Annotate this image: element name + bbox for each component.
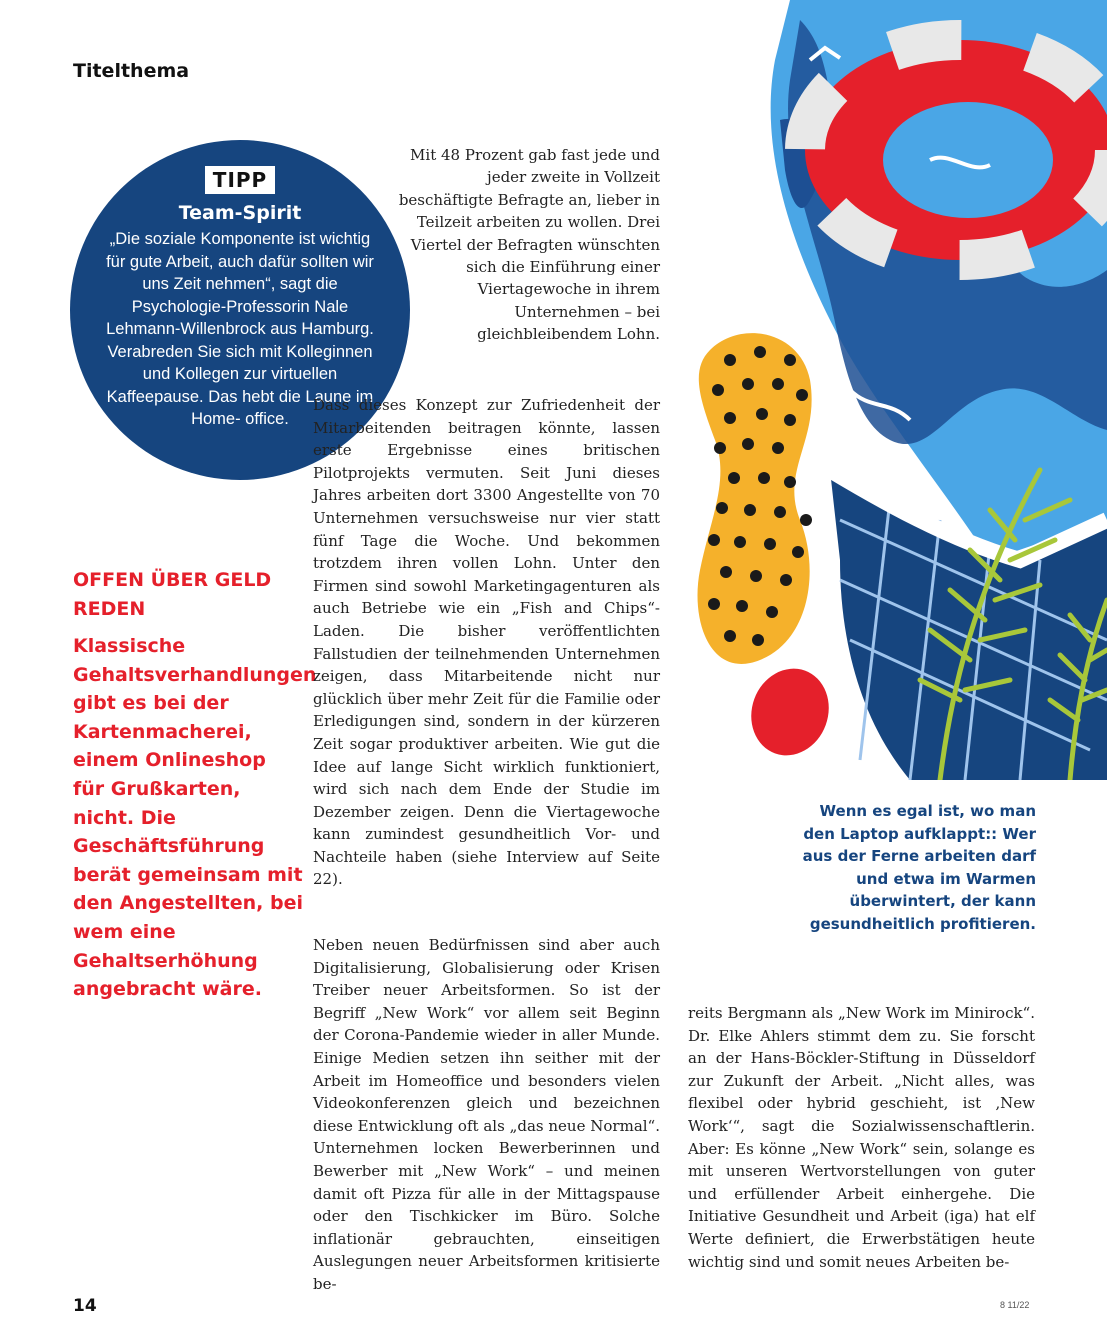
article-paragraph-2: Dass dieses Konzept zur Zufriedenheit der Mitarbeitenden beitragen könnte, lassen erste Ergebnisse eines britischen Pilotprojekts vermuten. Seit Juni dieses Jahres arbeiten dort 3300 Angestellte von 70 Unternehmen versuchsweise nur vier statt fünf Tage die Woche. Und bekommen trotzdem ihren vollen Lohn. Unter den Firmen sind sowohl Marketingagenturen als auch Betriebe wie ein „Fish and Chips“-Laden. Die bisher veröffentlichten Fallstudien der teilnehmenden Unternehmen zeigen, dass Mitarbeitende nicht nur glücklich über mehr Zeit für die Familie oder Erledigungen sind, sondern in der kürzeren Zeit sogar produktiver arbeiten. Wie gut die Idee auf lange Sicht wirklich funktioniert, wird sich nach dem Ende der Studie im Dezember zeigen. Denn die Viertagewoche kann zumindest gesundheitlich Vor- und Nachteile haben (siehe Interview auf Seite 22). (313, 396, 660, 889)
article-paragraph-4: reits Bergmann als „New Work im Minirock“. Dr. Elke Ahlers stimmt dem zu. Sie forscht an der Hans-Böckler-Stiftung in Düsseldorf zur Zukunft der Arbeit. „Nicht alles, was flexibel oder hybrid geschieht, ist ‚New Work‘“, sagt die Sozialwissenschaftlerin. Aber: Es könne „New Work“ sein, solange es mit unseren Wertvorstellungen von guter und erfüllender Arbeit einhergehe. Die Initiative Gesundheit und Arbeit (iga) hat elf Werte definiert, die Erwerbstätigen heute wichtig sind und somit neues Arbeiten be- (688, 1004, 1035, 1271)
sidebar-heading: OFFEN ÜBER GELD REDEN (73, 569, 272, 620)
page-number: 14 (73, 1296, 97, 1316)
tipp-badge: TIPP (205, 166, 275, 194)
tipp-title: Team-Spirit (178, 202, 302, 224)
image-caption: Wenn es egal ist, wo man den Laptop aufklappt:: Wer aus der Ferne arbeiten darf und etwa im Warmen überwintert, der kann gesundheitlich profitieren. (802, 802, 1036, 933)
tipp-text: „Die soziale Komponente ist wichtig für gute Arbeit, auch dafür sollten wir uns Zeit nehmen“, sagt die Psychologie-Professorin Nale Lehmann-Willenbrock aus Hamburg. Verabreden Sie sich mit Kolleginnen und Kollegen zur virtuellen Kaffeepause. Das hebt die Laune im Home- office. (106, 230, 374, 428)
article-paragraph-1: Mit 48 Prozent gab fast jede und jeder zweite in Vollzeit beschäftigte Befragte an, lieber in Teilzeit arbeiten zu wollen. Drei Viertel der Befragten wünschten sich die Einführung einer Viertagewoche in ihrem Unternehmen – bei gleichbleibendem Lohn. (398, 146, 660, 344)
issue-label: 8 11/22 (1000, 1300, 1030, 1310)
pool-illustration (690, 0, 1107, 780)
section-label: Titelthema (73, 60, 190, 82)
article-paragraph-3: Neben neuen Bedürfnissen sind aber auch Digitalisierung, Globalisierung oder Krisen Treiber neuer Arbeitsformen. So ist der Begriff „New Work“ vor allem seit Beginn der Corona-Pandemie wieder in aller Munde. Einige Medien setzen ihn seither mit der Arbeit im Homeoffice und besonders vielen Videokonferenzen gleich und bezeichnen diese Entwicklung oft als „das neue Normal“. Unternehmen locken Bewerberinnen und Bewerber mit „New Work“ – und meinen damit oft Pizza für alle in der Mittagspause oder den Tischkicker im Büro. Solche inflationär gebrauchten, einseitigen Auslegungen neuer Arbeitsformen kritisierte be- (313, 936, 660, 1293)
sidebar-body: Klassische Gehaltsverhandlungen gibt es bei der Kartenmacherei, einem Onlineshop für Grußkarten, nicht. Die Geschäftsführung berät gemeinsam mit den Angestellten, bei wem eine Gehaltserhöhung angebracht wäre. (73, 635, 317, 1001)
